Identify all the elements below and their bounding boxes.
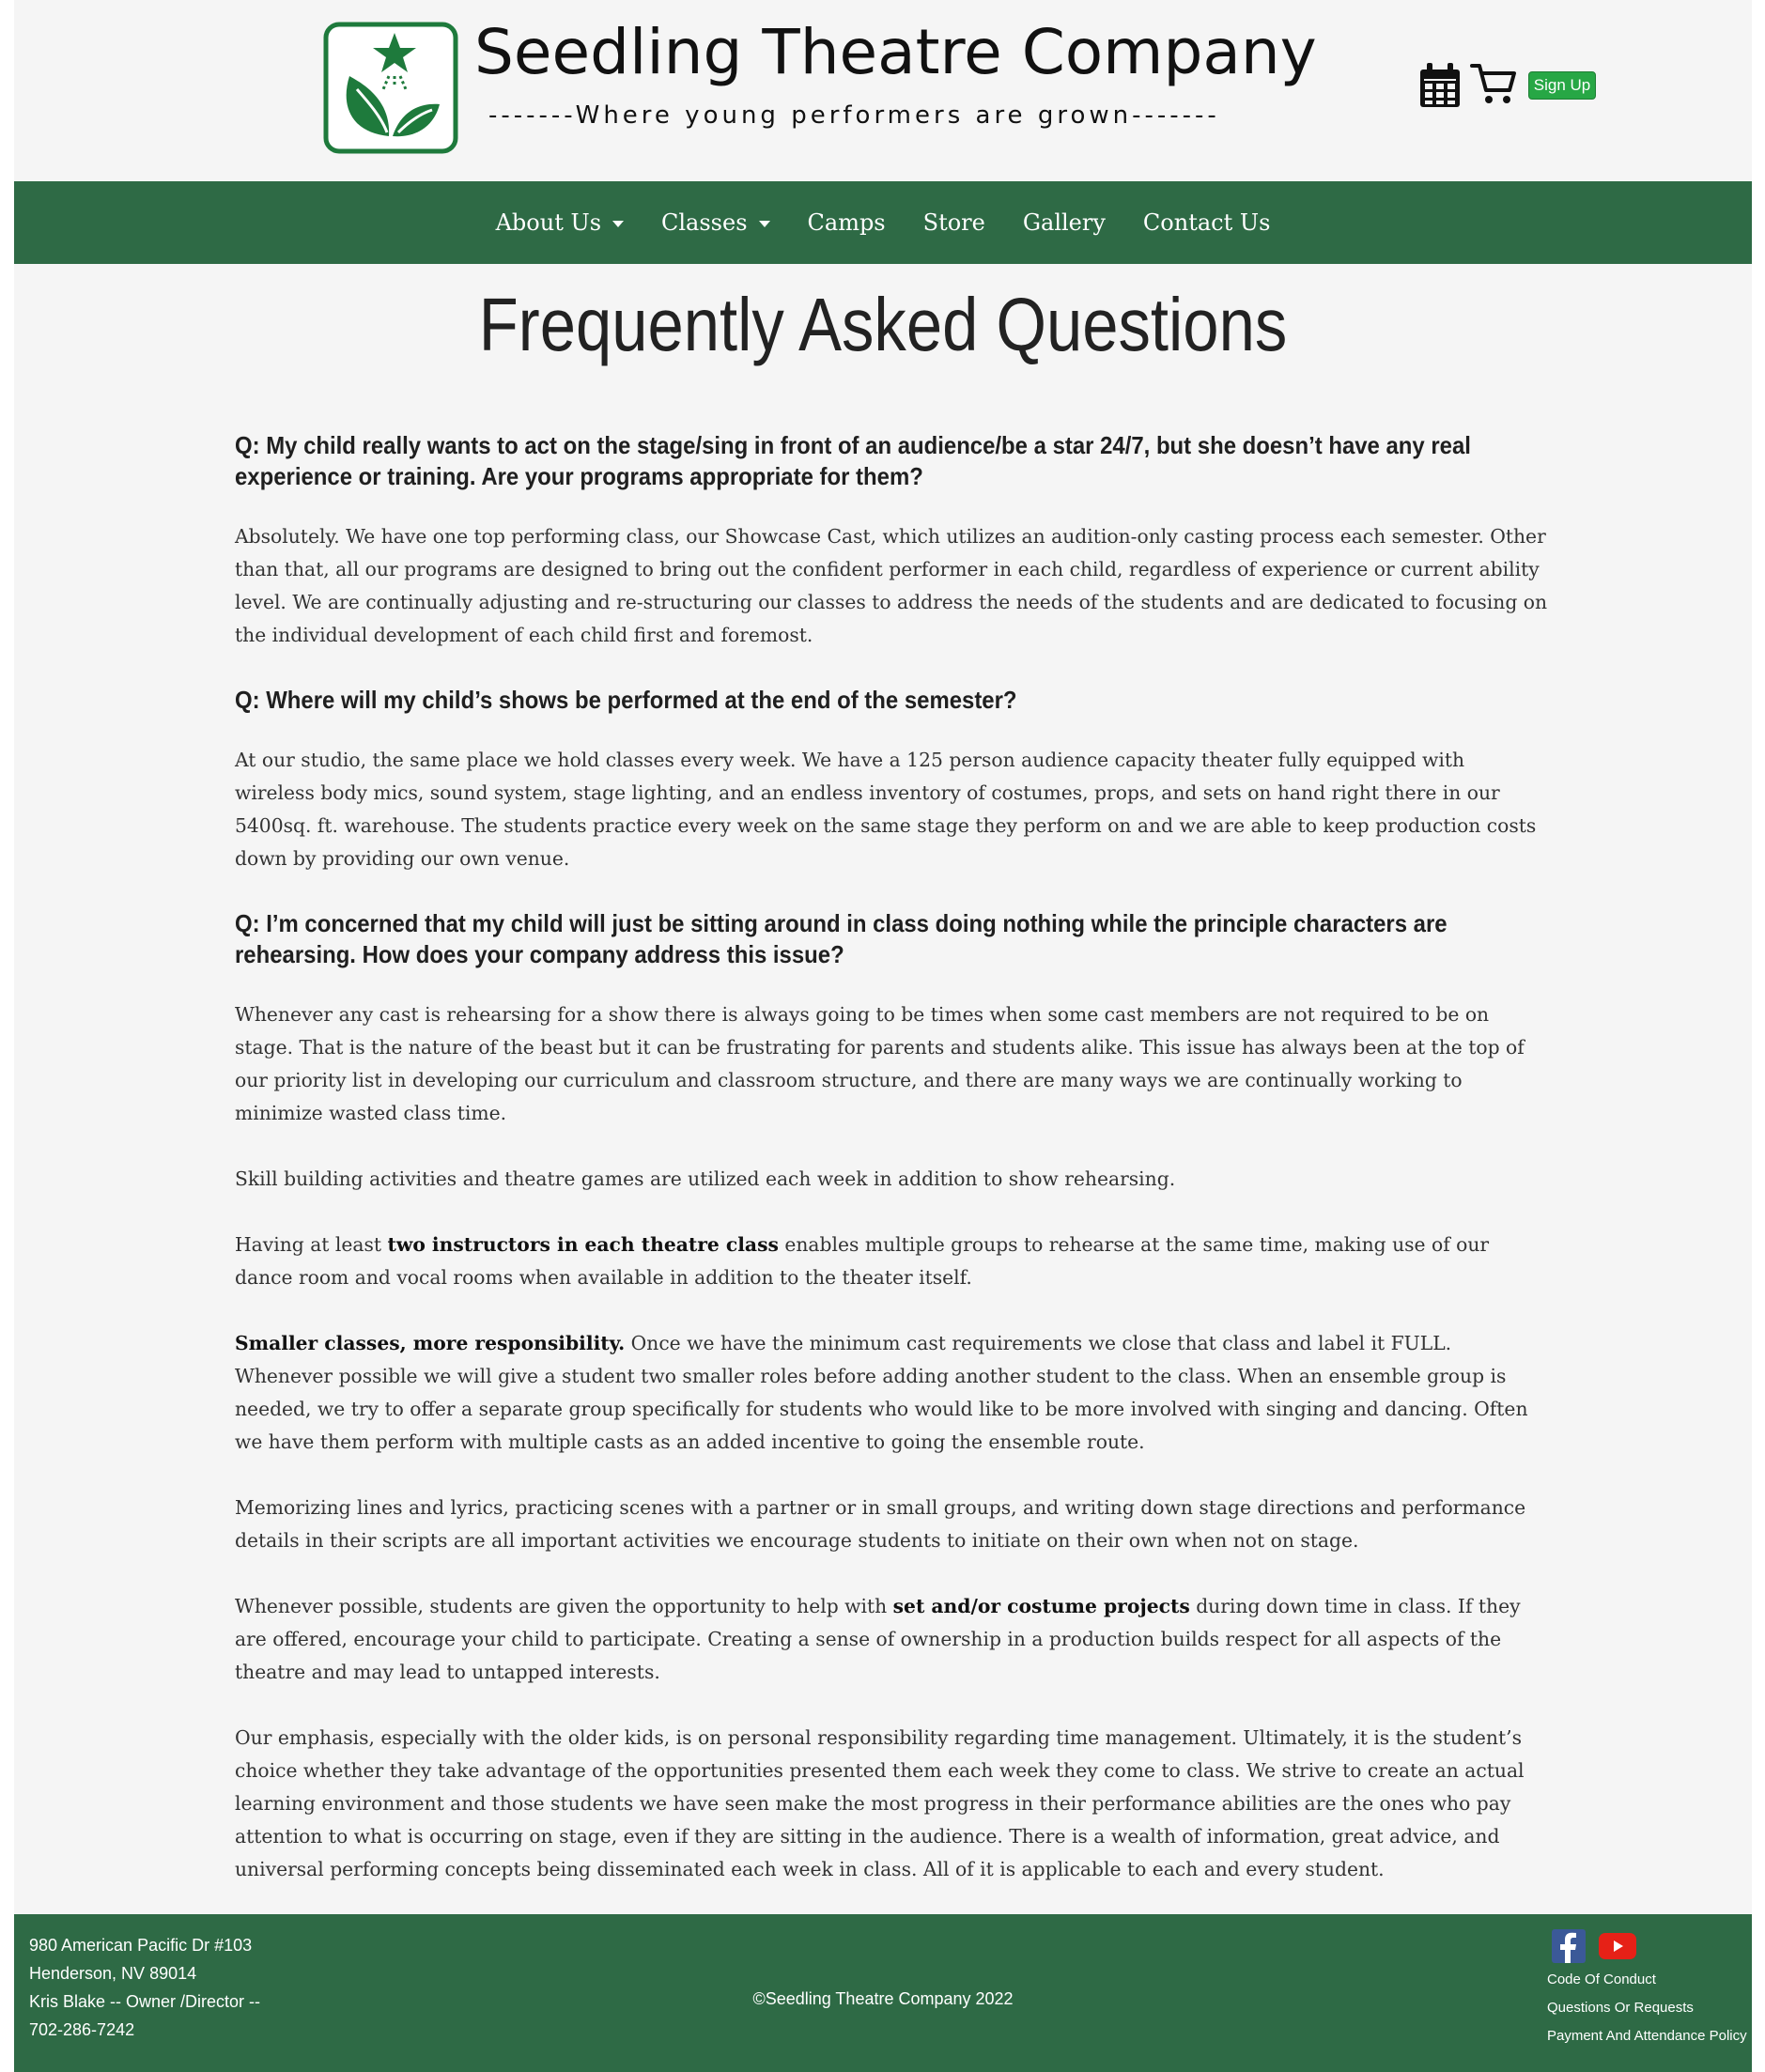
- nav-about-us-label: About Us: [495, 209, 602, 236]
- site-footer: [14, 1914, 1752, 2072]
- page-title: Frequently Asked Questions: [478, 283, 1288, 366]
- faq-answer: At our studio, the same place we hold classes every week. We have a 125 person audience capacity theater fully equipped with wireless body mics, sound system, stage lighting, and an endless inventory of costumes, props, and sets on hand right there in our 5400sq. ft. warehouse. The students practice every week on the same stage they perform on and we are able to keep production costs down by providing our own venue.: [235, 749, 1537, 870]
- address-line: Henderson, NV 89014: [29, 1964, 197, 1983]
- faq-question: Q: Where will my child’s shows be performed at the end of the semester?: [235, 686, 1017, 714]
- nav-store[interactable]: Store: [922, 209, 985, 236]
- main-nav: [14, 181, 1752, 264]
- nav-about-us[interactable]: [496, 209, 624, 236]
- seedling-logo-icon[interactable]: [323, 22, 458, 154]
- faq-content: [235, 430, 1550, 1919]
- phone-link[interactable]: 702-286-7242: [29, 2020, 135, 2039]
- faq-answer: Memorizing lines and lyrics, practicing scenes with a partner or in small groups, and writing down stage directions and performance details in their scripts are all important activities we encourage students to initiate on their own when not on stage.: [235, 1496, 1526, 1552]
- youtube-icon[interactable]: [1599, 1933, 1636, 1959]
- faq-answer: Our emphasis, especially with the older kids, is on personal responsibility regarding time management. Ultimately, it is the student’s choice whether they take advantage of the opportunities presented them each week they come to class. We strive to create an actual learning environment and those students we have seen make the most progress in their performance abilities are the ones who pay attention to what is occurring on stage, even if they are sitting in the audience. There is a wealth of information, great advice, and universal performing concepts being disseminated each week in class. All of it is applicable to each and every student.: [235, 1726, 1525, 1880]
- cart-icon[interactable]: [1470, 62, 1517, 105]
- copyright: ©Seedling Theatre Company 2022: [752, 1989, 1014, 2008]
- faq-answer: [235, 1590, 1550, 1689]
- faq-answer: Absolutely. We have one top performing class, our Showcase Cast, which utilizes an audition-only casting process each semester. Other than that, all our programs are designed to bring out the confident performer in each child, regardless of experience or current ability level. We are continually adjusting and re-structuring our classes to address the needs of the students and are dedicated to focusing on the individual development of each child first and foremost.: [235, 525, 1548, 646]
- bold-text: set and/or costume projects: [892, 1595, 1190, 1617]
- site-header: [14, 0, 1752, 181]
- text-run: Having at least: [235, 1233, 388, 1256]
- facebook-icon[interactable]: [1552, 1929, 1586, 1963]
- nav-camps[interactable]: Camps: [807, 209, 886, 236]
- calendar-icon[interactable]: [1418, 62, 1462, 109]
- nav-contact-us[interactable]: Contact Us: [1142, 209, 1271, 236]
- bold-text: Smaller classes, more responsibility.: [235, 1332, 626, 1354]
- nav-classes[interactable]: [661, 209, 770, 236]
- brand-title[interactable]: Seedling Theatre Company: [474, 16, 1317, 88]
- faq-answer: Whenever any cast is rehearsing for a show there is always going to be times when some cast members are not required to be on stage. That is the nature of the beast but it can be frustrating for parents and students alike. This issue has always been at the top of our priority list in developing our curriculum and classroom structure, and there are many ways we are continually working to minimize wasted class time.: [235, 1003, 1525, 1124]
- faq-answer: [235, 1229, 1550, 1294]
- faq-answer: [235, 1327, 1550, 1459]
- text-run: Once we have the minimum cast requirements we close that class and label it FULL. Whenever possible we will give a student two smaller roles before adding another student to the class. When an ensemble group is needed, we try to offer a separate group specifically for students who would like to be more involved with singing and dancing. Often we have them perform with multiple casts as an added incentive to going the ensemble route.: [235, 1332, 1528, 1453]
- faq-question: Q: I’m concerned that my child will just be sitting around in class doing nothing while the principle characters are rehearsing. How does your company address this issue?: [235, 909, 1448, 968]
- footer-links: [1547, 1966, 1747, 2050]
- contact-line: Kris Blake -- Owner /Director --: [29, 1992, 261, 2011]
- page: [14, 0, 1752, 2072]
- address-line: 980 American Pacific Dr #103: [29, 1936, 253, 1955]
- faq-question: Q: My child really wants to act on the stage/sing in front of an audience/be a star 24/7, but she doesn’t have any real experience or training. Are your programs appropriate for them?: [235, 431, 1471, 490]
- text-run: enables multiple groups to rehearse at the same time, making use of our dance room and vocal rooms when available in addition to the theater itself.: [235, 1233, 1490, 1289]
- faq-answer: Skill building activities and theatre games are utilized each week in addition to show rehearsing.: [235, 1167, 1176, 1190]
- caret-down-icon: [612, 221, 624, 227]
- brand-tagline: -------Where young performers are grown-------: [488, 101, 1220, 130]
- link-payment-and-attendance-policy[interactable]: Payment And Attendance Policy: [1547, 2028, 1747, 2044]
- footer-address: [29, 1931, 260, 2044]
- nav-classes-label: Classes: [661, 209, 748, 236]
- caret-down-icon: [759, 221, 770, 227]
- sign-up-button[interactable]: Sign Up: [1528, 71, 1596, 100]
- link-code-of-conduct[interactable]: Code Of Conduct: [1547, 1971, 1656, 1987]
- nav-gallery[interactable]: Gallery: [1022, 209, 1106, 236]
- text-run: during down time in class. If they are offered, encourage your child to participate. Creating a sense of ownership in a production builds respect for all aspects of the theatre and may lead to untapped interests.: [235, 1595, 1521, 1683]
- text-run: Whenever possible, students are given the opportunity to help with: [235, 1595, 893, 1617]
- bold-text: two instructors in each theatre class: [387, 1233, 779, 1256]
- link-questions-or-requests[interactable]: Questions Or Requests: [1547, 2000, 1694, 2016]
